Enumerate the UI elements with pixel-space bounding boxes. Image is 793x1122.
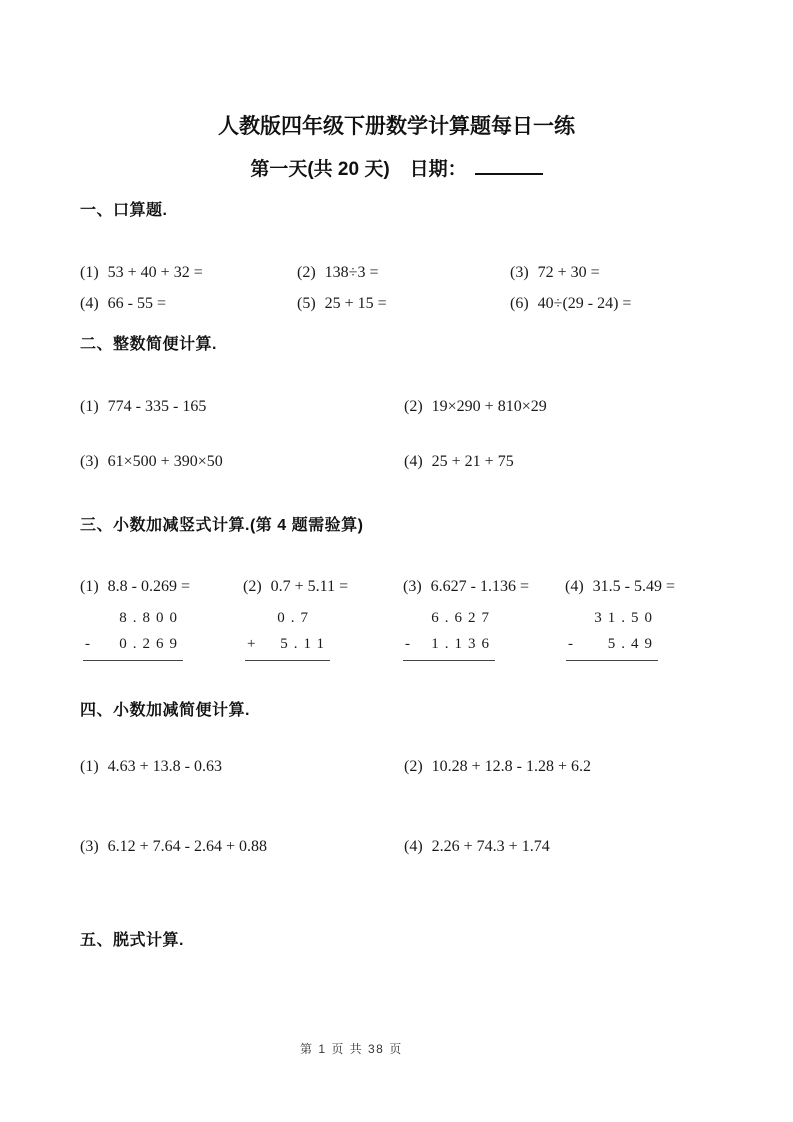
problem-expression: 138÷3 =: [324, 264, 379, 281]
problem-1-3: [510, 264, 600, 282]
problem-number: (1): [80, 264, 99, 281]
problem-expression: 19×290 + 810×29: [431, 398, 547, 415]
stack-second-row: [245, 636, 330, 653]
problem-number: (1): [80, 578, 99, 595]
problem-number: (4): [404, 838, 423, 855]
problem-number: (4): [80, 295, 99, 312]
vertical-calculation-2: [245, 610, 330, 661]
stack-bottom-number: 1.136: [431, 636, 495, 652]
stack-second-row: [566, 636, 658, 653]
stack-operator: -: [568, 636, 579, 652]
problem-3-1: [80, 578, 190, 596]
section-3-heading: 三、小数加减竖式计算.(第 4 题需验算): [80, 517, 364, 534]
problem-4-4: [404, 838, 550, 856]
stack-operator: +: [247, 636, 262, 652]
problem-1-4: [80, 295, 166, 313]
stack-bottom-number: 5.11: [280, 636, 330, 652]
problem-1-1: [80, 264, 203, 282]
problem-1-5: [297, 295, 387, 313]
problem-expression: 0.7 + 5.11 =: [270, 578, 349, 595]
vertical-calculation-4: [566, 610, 658, 661]
problem-4-2: [404, 758, 591, 776]
problem-number: (3): [403, 578, 422, 595]
problem-expression: 774 - 335 - 165: [107, 398, 207, 415]
problem-expression: 61×500 + 390×50: [107, 453, 223, 470]
problem-1-6: [510, 295, 631, 313]
problem-3-3: [403, 578, 529, 596]
problem-number: (2): [404, 758, 423, 775]
problem-expression: 25 + 15 =: [324, 295, 387, 312]
stack-bottom-number: 5.49: [607, 636, 658, 652]
stack-operator: -: [85, 636, 96, 652]
problem-expression: 40÷(29 - 24) =: [537, 295, 632, 312]
problem-2-1: [80, 398, 206, 416]
problem-expression: 10.28 + 12.8 - 1.28 + 6.2: [431, 758, 592, 775]
vertical-calculation-3: [403, 610, 495, 661]
date-label: 日期：: [409, 159, 467, 180]
problem-number: (3): [80, 453, 99, 470]
problem-3-2: [243, 578, 348, 596]
problem-number: (2): [404, 398, 423, 415]
problem-expression: 6.627 - 1.136 =: [430, 578, 530, 595]
vertical-calculation-1: [83, 610, 183, 661]
problem-2-4: [404, 453, 514, 471]
problem-expression: 2.26 + 74.3 + 1.74: [431, 838, 550, 855]
problem-number: (2): [297, 264, 316, 281]
problem-2-3: [80, 453, 223, 471]
problem-4-1: [80, 758, 222, 776]
problem-4-3: [80, 838, 267, 856]
problem-1-2: [297, 264, 378, 282]
section-4-heading: 四、小数加减简便计算.: [80, 702, 250, 719]
problem-number: (4): [404, 453, 423, 470]
page-title: 人教版四年级下册数学计算题每日一练: [218, 115, 575, 138]
problem-number: (6): [510, 295, 529, 312]
stack-top-number: 31.50: [594, 610, 658, 626]
stack-second-row: [83, 636, 183, 653]
problem-number: (1): [80, 398, 99, 415]
stack-bottom-number: 0.269: [119, 636, 183, 652]
problem-number: (3): [510, 264, 529, 281]
stack-top-number: 8.800: [119, 610, 183, 626]
problem-number: (1): [80, 758, 99, 775]
problem-3-4: [565, 578, 675, 596]
problem-expression: 53 + 40 + 32 =: [107, 264, 203, 281]
section-2-heading: 二、整数简便计算.: [80, 336, 217, 353]
date-blank-line: [475, 156, 543, 175]
problem-expression: 72 + 30 =: [537, 264, 600, 281]
problem-number: (5): [297, 295, 316, 312]
problem-expression: 25 + 21 + 75: [431, 453, 514, 470]
stack-top-number: 6.627: [431, 610, 495, 626]
problem-expression: 8.8 - 0.269 =: [107, 578, 191, 595]
stack-operator: -: [405, 636, 416, 652]
section-1-heading: 一、口算题.: [80, 202, 168, 219]
problem-number: (2): [243, 578, 262, 595]
problem-2-2: [404, 398, 547, 416]
page-subtitle: [0, 154, 793, 181]
stack-second-row: [403, 636, 495, 653]
problem-expression: 31.5 - 5.49 =: [592, 578, 676, 595]
problem-number: (3): [80, 838, 99, 855]
stack-top-number: 0.7: [277, 610, 314, 626]
subtitle-day: 第一天(共 20 天): [250, 159, 390, 180]
problem-expression: 4.63 + 13.8 - 0.63: [107, 758, 223, 775]
problem-number: (4): [565, 578, 584, 595]
page-footer: 第 1 页 共 38 页: [300, 1042, 403, 1056]
problem-expression: 66 - 55 =: [107, 295, 167, 312]
problem-expression: 6.12 + 7.64 - 2.64 + 0.88: [107, 838, 268, 855]
section-5-heading: 五、脱式计算.: [80, 932, 184, 949]
